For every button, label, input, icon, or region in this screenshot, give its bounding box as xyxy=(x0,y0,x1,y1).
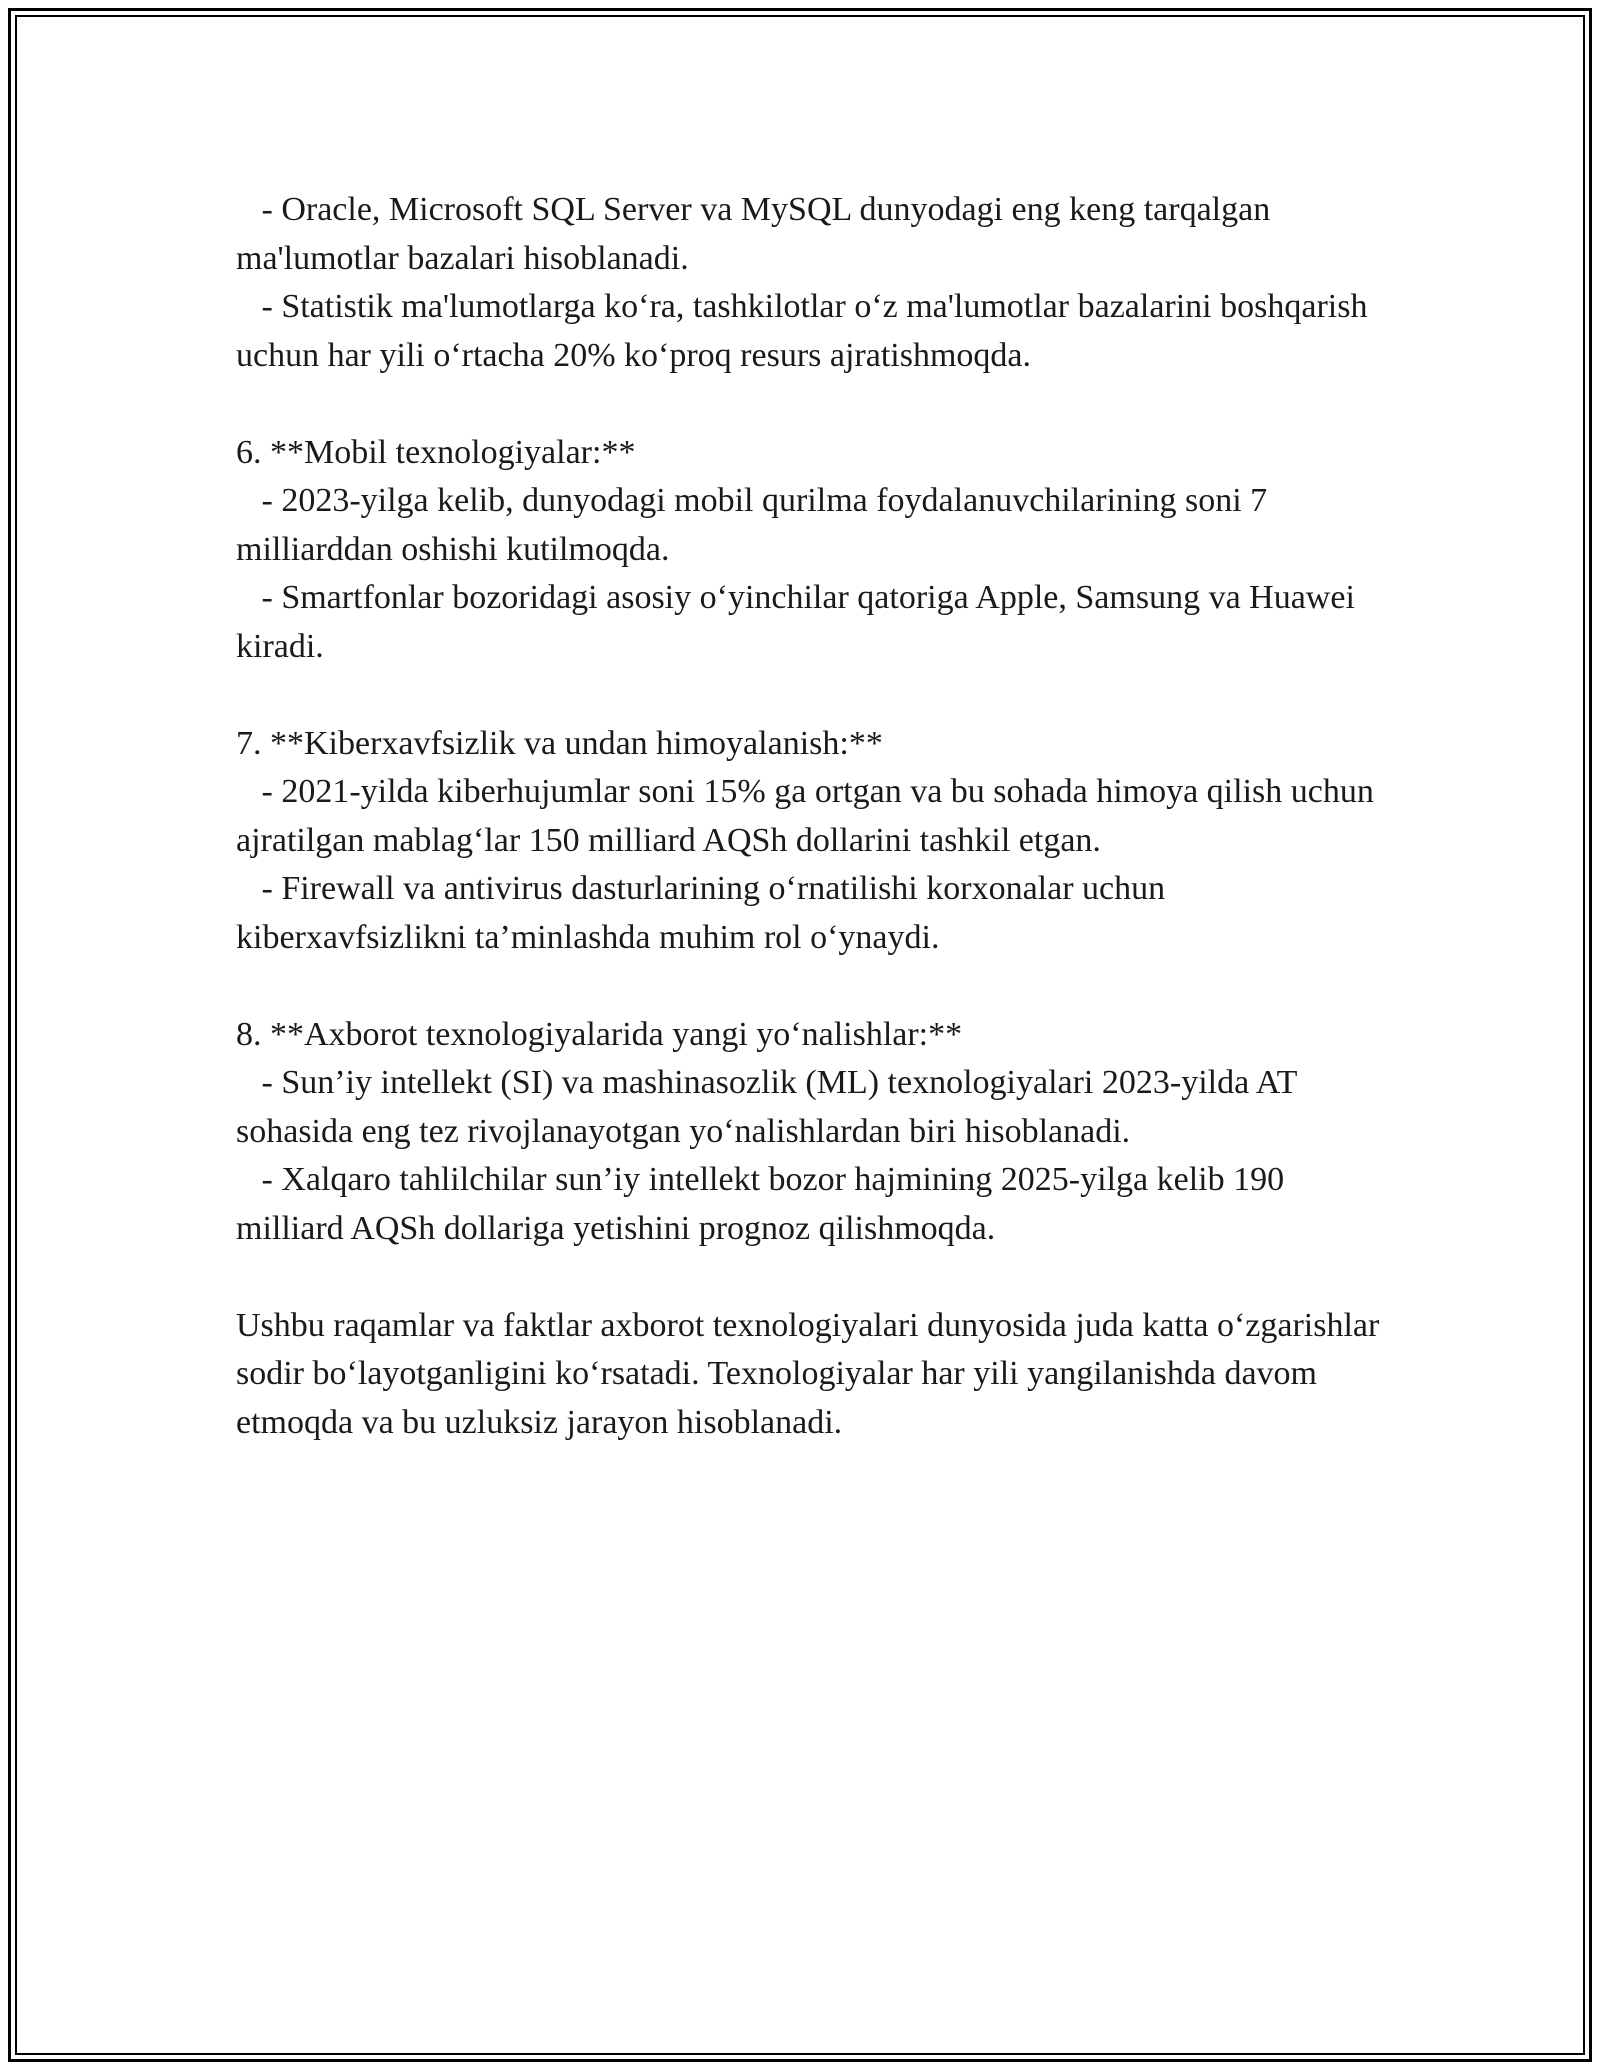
paragraph-gap xyxy=(236,380,1386,429)
paragraph-gap xyxy=(236,671,1386,720)
document-body xyxy=(236,186,1386,1447)
paragraph-gap xyxy=(236,1253,1386,1302)
conclusion-paragraph: Ushbu raqamlar va faktlar axborot texnologiyalari dunyosida juda katta o‘zgarishlar sodir bo‘layotganligini ko‘rsatadi. Texnologiyalar har yili yangilanishda davom etmoqda va bu uzluksiz jarayon hisoblanadi. xyxy=(236,1306,1388,1441)
list-item: - Oracle, Microsoft SQL Server va MySQL dunyodagi eng keng tarqalgan ma'lumotlar bazalari hisoblanadi. xyxy=(236,191,1279,277)
list-item: - 2021-yilda kiberhujumlar soni 15% ga ortgan va bu sohada himoya qilish uchun ajratilgan mablag‘lar 150 milliard AQSh dollarini tashkil etgan. xyxy=(236,773,1383,859)
list-item: - Xalqaro tahlilchilar sun’iy intellekt bozor hajmining 2025-yilga kelib 190 milliard AQSh dollariga yetishini prognoz qilishmoqda. xyxy=(236,1161,1293,1247)
section-heading: 8. **Axborot texnologiyalarida yangi yo‘nalishlar:** xyxy=(236,1015,963,1053)
list-item: - Smartfonlar bozoridagi asosiy o‘yinchilar qatoriga Apple, Samsung va Huawei kiradi. xyxy=(236,579,1364,665)
list-item: - Sun’iy intellekt (SI) va mashinasozlik (ML) texnologiyalari 2023-yilda AT sohasida eng tez rivojlanayotgan yo‘nalishlardan biri hisoblanadi. xyxy=(236,1064,1306,1150)
list-item: - Statistik ma'lumotlarga ko‘ra, tashkilotlar o‘z ma'lumotlar bazalarini boshqarish uchun har yili o‘rtacha 20% ko‘proq resurs ajratishmoqda. xyxy=(236,288,1376,374)
list-item: - Firewall va antivirus dasturlarining o‘rnatilishi korxonalar uchun kiberxavfsizlikni ta’minlashda muhim rol o‘ynaydi. xyxy=(236,870,1174,956)
section-heading: 7. **Kiberxavfsizlik va undan himoyalanish:** xyxy=(236,724,883,762)
paragraph-gap xyxy=(236,962,1386,1011)
list-item: - 2023-yilga kelib, dunyodagi mobil qurilma foydalanuvchilarining soni 7 milliarddan oshishi kutilmoqda. xyxy=(236,482,1276,568)
section-heading: 6. **Mobil texnologiyalar:** xyxy=(236,433,636,471)
